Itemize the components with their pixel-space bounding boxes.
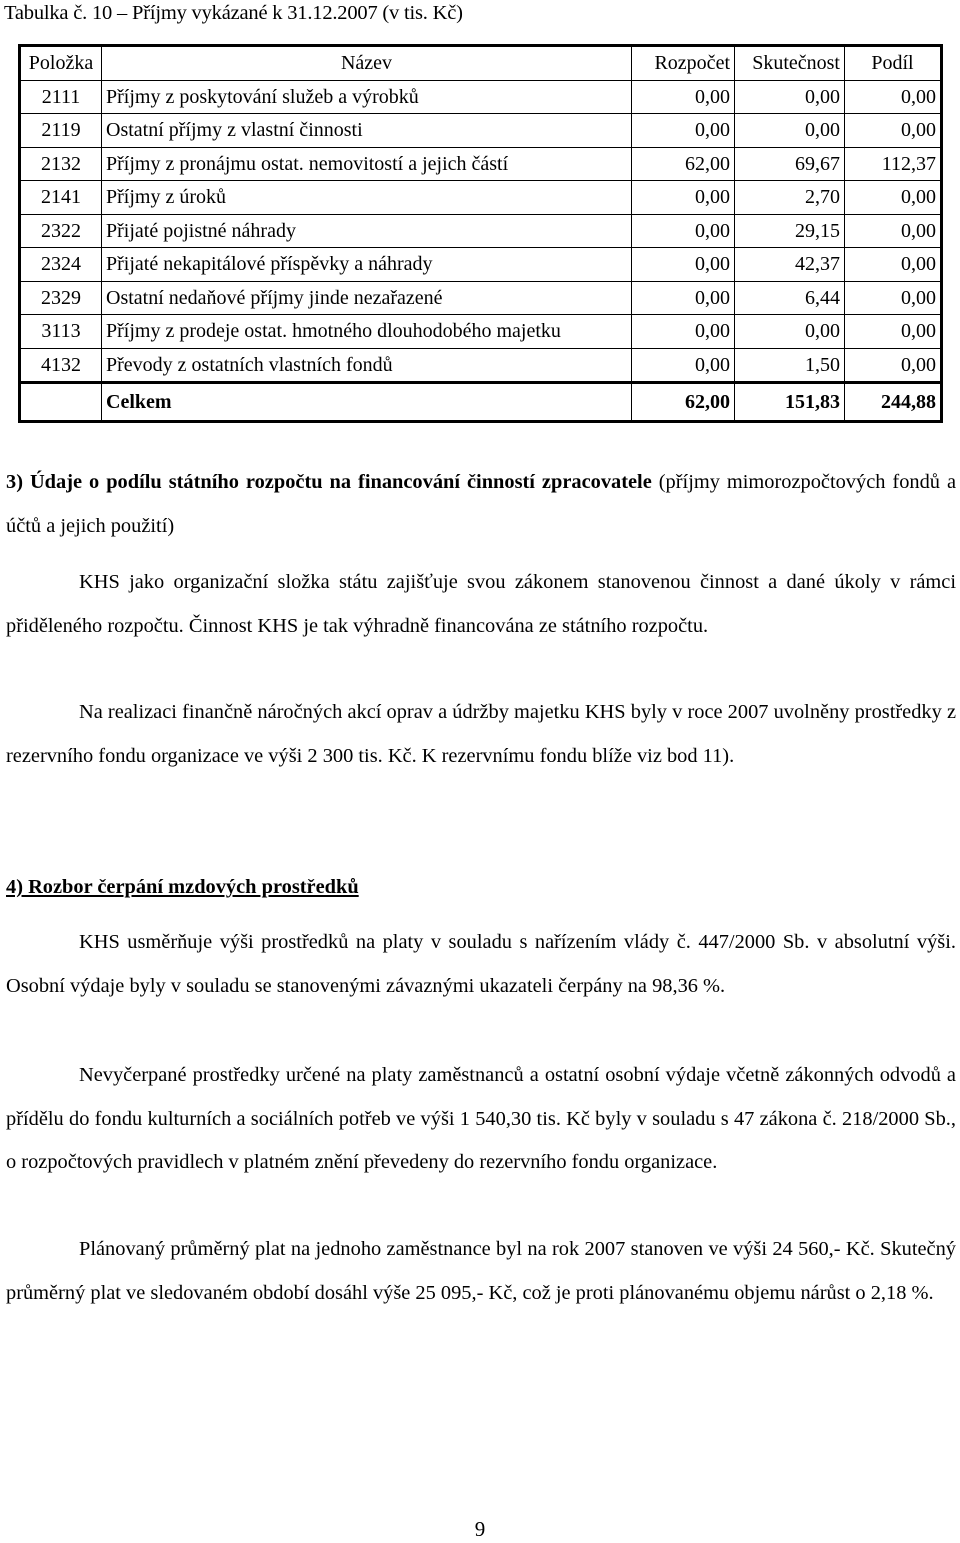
item-budget: 62,00 xyxy=(632,147,735,181)
section-4-paragraph-2-text: Nevyčerpané prostředky určené na platy zaměstnanců a ostatní osobní výdaje včetně zákonných odvodů a přídělu do fondu kulturních a sociálních potřeb ve výši 1 540,30 tis. Kč byly v souladu s 47 zákona č. 218/2000 Sb., o rozpočtových pravidlech v platném znění převedeny do rezervního fondu organizace. xyxy=(6,1064,956,1173)
item-actual: 0,00 xyxy=(735,80,845,114)
table-header-row xyxy=(20,46,942,81)
item-name: Přijaté pojistné náhrady xyxy=(102,214,632,248)
item-name: Příjmy z poskytování služeb a výrobků xyxy=(102,80,632,114)
section-4-heading-text: 4) Rozbor čerpání mzdových prostředků xyxy=(6,876,359,898)
section-3-paragraph-2-text: Na realizaci finančně náročných akcí oprav a údržby majetku KHS byly v roce 2007 uvolněny prostředky z rezervního fondu organizace ve výši 2 300 tis. Kč. K rezervnímu fondu blíže viz bod 11). xyxy=(6,701,956,767)
item-budget: 0,00 xyxy=(632,248,735,282)
item-name: Ostatní příjmy z vlastní činnosti xyxy=(102,114,632,148)
item-share: 0,00 xyxy=(845,214,942,248)
item-code: 3113 xyxy=(20,315,102,349)
item-actual: 42,37 xyxy=(735,248,845,282)
table-row xyxy=(20,147,942,181)
total-share: 244,88 xyxy=(845,383,942,422)
section-3-heading-bold: 3) Údaje o podílu státního rozpočtu na financování činností zpracovatele xyxy=(6,471,652,493)
item-actual: 29,15 xyxy=(735,214,845,248)
table-total-row xyxy=(20,383,942,422)
item-actual: 0,00 xyxy=(735,114,845,148)
item-actual: 0,00 xyxy=(735,315,845,349)
item-name: Přijaté nekapitálové příspěvky a náhrady xyxy=(102,248,632,282)
item-actual: 69,67 xyxy=(735,147,845,181)
item-share: 112,37 xyxy=(845,147,942,181)
section-4-heading xyxy=(6,866,956,910)
item-code: 2132 xyxy=(20,147,102,181)
item-name: Příjmy z pronájmu ostat. nemovitostí a jejich částí xyxy=(102,147,632,181)
header-budget: Rozpočet xyxy=(632,46,735,81)
total-actual: 151,83 xyxy=(735,383,845,422)
item-code: 2329 xyxy=(20,281,102,315)
item-share: 0,00 xyxy=(845,114,942,148)
section-3-heading-rest: (příjmy mimorozpočtových fondů a účtů a jejich použití) xyxy=(6,471,956,537)
section-4-paragraph-1 xyxy=(6,921,956,1008)
item-share: 0,00 xyxy=(845,181,942,215)
section-3-paragraph-1-text: KHS jako organizační složka státu zajišťuje svou zákonem stanovenou činnost a dané úkoly v rámci přiděleného rozpočtu. Činnost KHS je tak výhradně financována ze státního rozpočtu. xyxy=(6,571,956,637)
section-4-paragraph-3-text: Plánovaný průměrný plat na jednoho zaměstnance byl na rok 2007 stanoven ve výši 24 560,- Kč. Skutečný průměrný plat ve sledovaném období dosáhl výše 25 095,- Kč, což je proti plánovanému objemu nárůst o 2,18 %. xyxy=(6,1238,956,1304)
page-number: 9 xyxy=(474,1517,486,1541)
header-share: Podíl xyxy=(845,46,942,81)
item-budget: 0,00 xyxy=(632,348,735,383)
header-name: Název xyxy=(102,46,632,81)
item-code: 2324 xyxy=(20,248,102,282)
item-share: 0,00 xyxy=(845,315,942,349)
item-actual: 2,70 xyxy=(735,181,845,215)
item-name: Ostatní nedaňové příjmy jinde nezařazené xyxy=(102,281,632,315)
table-row xyxy=(20,281,942,315)
table-row xyxy=(20,214,942,248)
section-4-paragraph-2 xyxy=(6,1054,956,1185)
table-row xyxy=(20,114,942,148)
item-budget: 0,00 xyxy=(632,181,735,215)
table-row xyxy=(20,80,942,114)
header-item: Položka xyxy=(20,46,102,81)
item-share: 0,00 xyxy=(845,281,942,315)
item-code: 2119 xyxy=(20,114,102,148)
item-budget: 0,00 xyxy=(632,80,735,114)
item-budget: 0,00 xyxy=(632,281,735,315)
table-row xyxy=(20,348,942,383)
item-actual: 1,50 xyxy=(735,348,845,383)
section-3-paragraph-2 xyxy=(6,691,956,778)
item-code: 2111 xyxy=(20,80,102,114)
table-row xyxy=(20,248,942,282)
section-4-paragraph-3 xyxy=(6,1228,956,1315)
section-3-paragraph-1 xyxy=(6,561,956,648)
total-label: Celkem xyxy=(102,383,632,422)
item-name: Převody z ostatních vlastních fondů xyxy=(102,348,632,383)
item-budget: 0,00 xyxy=(632,214,735,248)
total-budget: 62,00 xyxy=(632,383,735,422)
item-name: Příjmy z úroků xyxy=(102,181,632,215)
item-code: 2322 xyxy=(20,214,102,248)
item-share: 0,00 xyxy=(845,248,942,282)
item-actual: 6,44 xyxy=(735,281,845,315)
total-empty-cell xyxy=(20,383,102,422)
item-budget: 0,00 xyxy=(632,315,735,349)
item-share: 0,00 xyxy=(845,348,942,383)
income-table xyxy=(18,44,943,423)
table-row xyxy=(20,315,942,349)
section-3-heading xyxy=(6,461,956,548)
item-name: Příjmy z prodeje ostat. hmotného dlouhodobého majetku xyxy=(102,315,632,349)
item-code: 2141 xyxy=(20,181,102,215)
table-row xyxy=(20,181,942,215)
item-code: 4132 xyxy=(20,348,102,383)
section-4-paragraph-1-text: KHS usměrňuje výši prostředků na platy v souladu s nařízením vlády č. 447/2000 Sb. v absolutní výši. Osobní výdaje byly v souladu se stanovenými závaznými ukazateli čerpány na 98,36 %. xyxy=(6,931,956,997)
header-actual: Skutečnost xyxy=(735,46,845,81)
item-share: 0,00 xyxy=(845,80,942,114)
item-budget: 0,00 xyxy=(632,114,735,148)
table-caption: Tabulka č. 10 – Příjmy vykázané k 31.12.2007 (v tis. Kč) xyxy=(4,2,463,24)
